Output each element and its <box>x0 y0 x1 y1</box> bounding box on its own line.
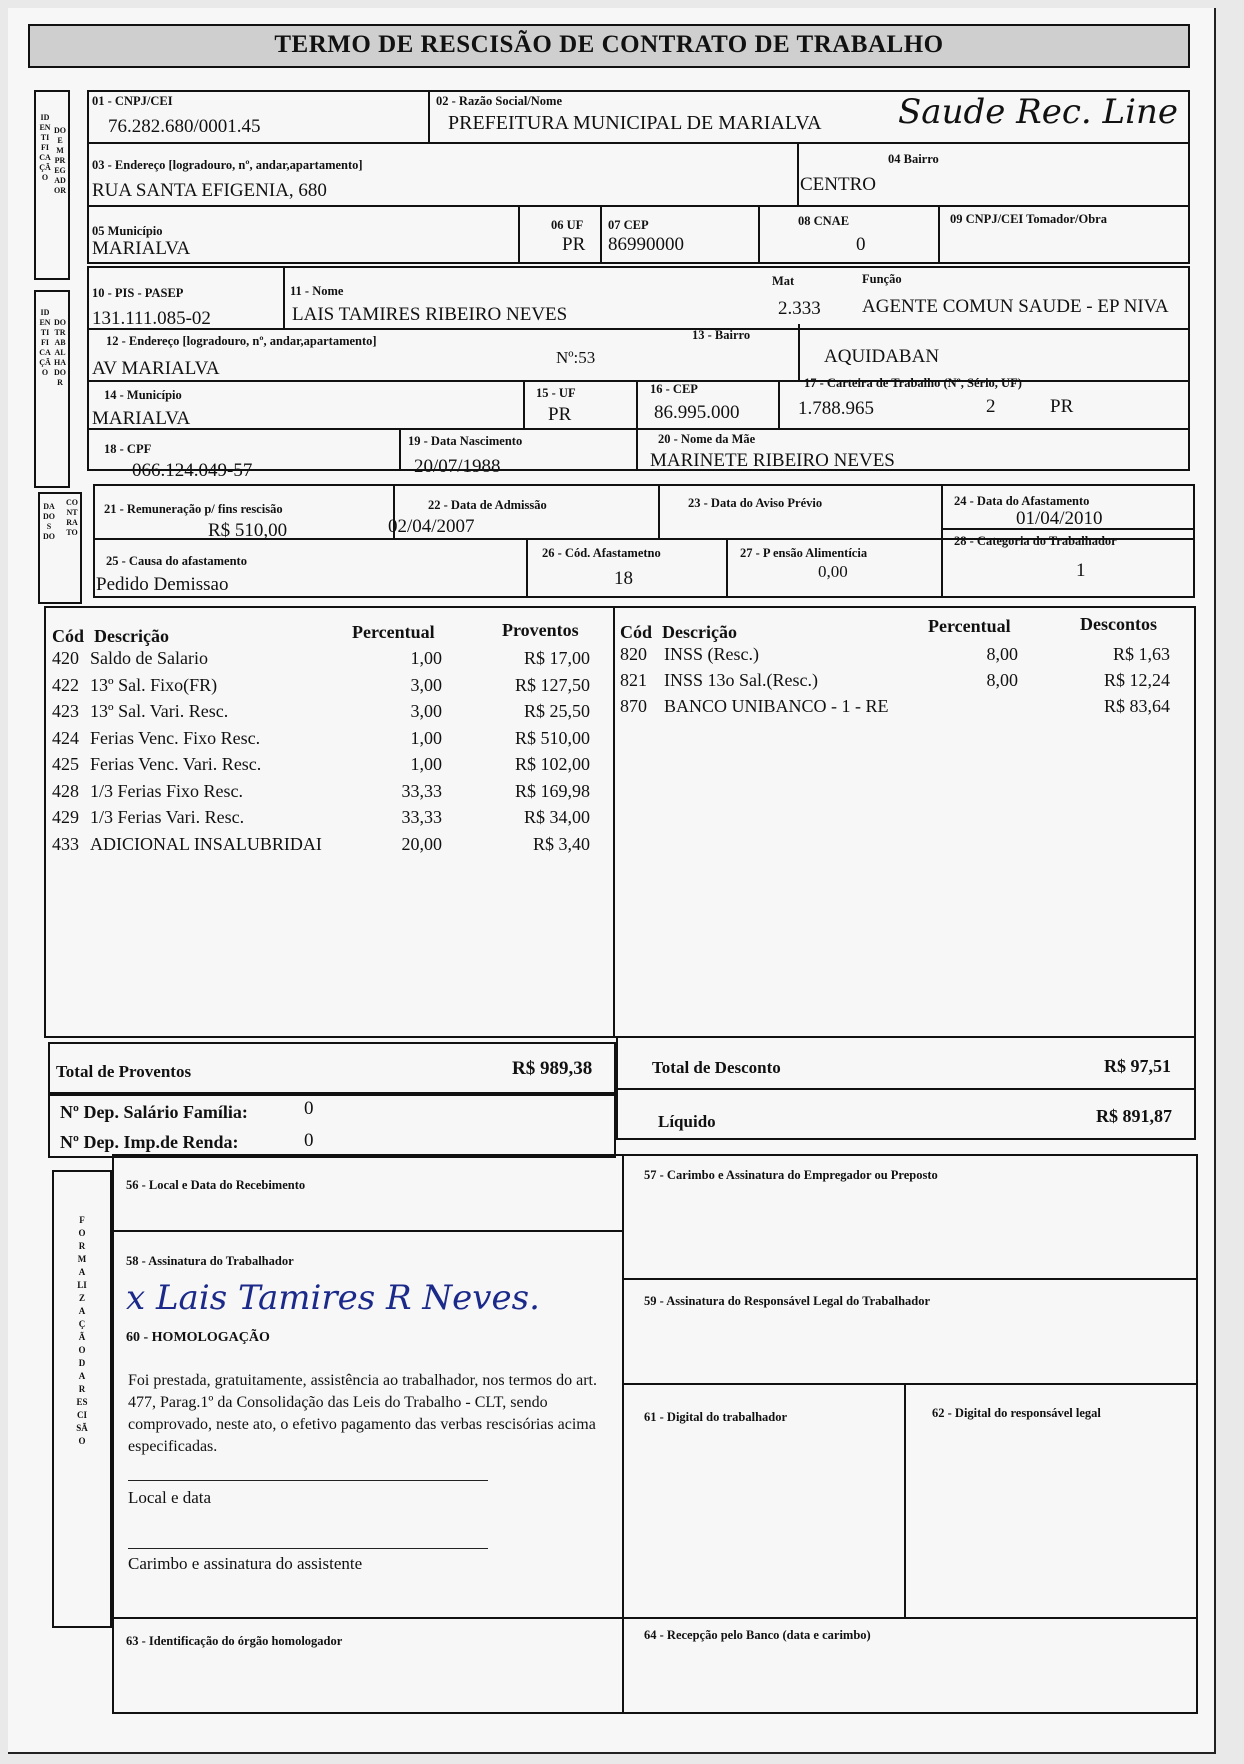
categoria-value: 1 <box>1076 560 1086 581</box>
worker-municipio-label: 14 - Município <box>104 388 182 402</box>
contract-side-label-2: CONTRATO <box>66 498 78 537</box>
cnpj-value: 76.282.680/0001.45 <box>108 116 261 137</box>
descontos-header-cod: Cód <box>620 622 653 642</box>
cep-value: 86990000 <box>608 234 684 255</box>
provento-row-pct: 33,33 <box>401 780 442 801</box>
worker-municipio-value: MARIALVA <box>92 408 191 429</box>
employer-side-label-1: IDENTIFICAÇÃO <box>39 113 51 182</box>
provento-row-valor: R$ 102,00 <box>514 754 590 774</box>
cnpj-label: 01 - CNPJ/CEI <box>92 94 173 108</box>
ctps-uf: PR <box>1050 396 1074 417</box>
provento-row-cod: 433 <box>52 833 79 854</box>
worker-uf-value: PR <box>548 404 572 425</box>
provento-row-pct: 33,33 <box>401 807 442 827</box>
descontos-header-pct: Percentual <box>928 616 1011 636</box>
dep-familia-value: 0 <box>304 1098 314 1119</box>
provento-row-valor: R$ 25,50 <box>523 701 590 721</box>
total-desconto-value: R$ 97,51 <box>1104 1056 1171 1076</box>
descontos-header-valor: Descontos <box>1080 614 1157 634</box>
nome-value: LAIS TAMIRES RIBEIRO NEVES <box>292 304 568 325</box>
f60-label: 60 - HOMOLOGAÇÃO <box>126 1330 270 1345</box>
desconto-row-cod: 870 <box>620 696 647 716</box>
causa-label: 25 - Causa do afastamento <box>106 554 247 568</box>
total-proventos-value: R$ 989,38 <box>512 1058 593 1079</box>
cnae-label: 08 CNAE <box>798 214 850 228</box>
municipio-value: MARIALVA <box>92 238 191 259</box>
desconto-row-valor: R$ 12,24 <box>1103 670 1170 690</box>
provento-row-pct: 1,00 <box>410 727 442 748</box>
provento-row-desc: 13º Sal. Vari. Resc. <box>90 701 229 721</box>
desconto-row-desc: INSS 13o Sal.(Resc.) <box>664 670 818 690</box>
endereco-label: 03 - Endereço [logradouro, nº, andar,apartamento] <box>92 158 363 172</box>
razao-label: 02 - Razão Social/Nome <box>436 94 563 108</box>
worker-endereco-value: AV MARIALVA <box>92 358 220 379</box>
dep-ir-value: 0 <box>304 1130 314 1151</box>
provento-row-cod: 422 <box>52 674 79 695</box>
provento-row-desc: 1/3 Ferias Vari. Resc. <box>90 807 245 827</box>
pis-label: 10 - PIS - PASEP <box>92 286 184 300</box>
local-data: Local e data <box>128 1488 212 1507</box>
provento-row-cod: 420 <box>52 648 79 668</box>
f62-label: 62 - Digital do responsável legal <box>932 1406 1101 1420</box>
provento-row-desc: Ferias Venc. Vari. Resc. <box>90 754 262 774</box>
desconto-row-pct: 8,00 <box>986 644 1018 664</box>
proventos-header-valor: Proventos <box>502 620 579 640</box>
aviso-label: 23 - Data do Aviso Prévio <box>688 496 823 510</box>
categoria-label: 28 - Categoria do Trabalhador <box>954 534 1117 548</box>
causa-value: Pedido Demissao <box>96 574 229 595</box>
worker-bairro-label: 13 - Bairro <box>692 328 751 342</box>
nascimento-label: 19 - Data Nascimento <box>408 434 523 448</box>
dep-familia-label: Nº Dep. Salário Família: <box>60 1102 248 1122</box>
bairro-label: 04 Bairro <box>888 152 939 166</box>
desconto-row-cod: 820 <box>620 644 647 664</box>
f59-label: 59 - Assinatura do Responsável Legal do Trabalhador <box>644 1294 931 1308</box>
provento-row-valor: R$ 3,40 <box>532 833 590 854</box>
provento-row-pct: 3,00 <box>410 701 442 721</box>
uf-label: 06 UF <box>551 218 584 232</box>
provento-row-pct: 1,00 <box>410 754 442 774</box>
cpf-label: 18 - CPF <box>104 442 152 456</box>
homologacao-text: Foi prestada, gratuitamente, assistência ao trabalhador, nos termos do art. 477, Parag.1º da Consolidação das Leis do Trabalho - CLT, sendo comprovado, neste ato, o efetivo pagamento das verbas rescisórias acima especificadas. <box>128 1372 597 1455</box>
proventos-header-cod: Cód <box>52 626 85 646</box>
uf-value: PR <box>562 234 586 255</box>
mat-value: 2.333 <box>778 298 821 319</box>
provento-row-pct: 20,00 <box>401 833 442 854</box>
nome-label: 11 - Nome <box>290 284 344 298</box>
remuneracao-value: R$ 510,00 <box>208 520 288 541</box>
cpf-value: 066.124.049-57 <box>132 460 253 481</box>
provento-row-valor: R$ 169,98 <box>514 780 590 801</box>
provento-row-cod: 425 <box>52 754 79 774</box>
ctps-serie: 2 <box>986 396 996 417</box>
pis-value: 131.111.085-02 <box>92 308 211 329</box>
handwritten-note: Saude Rec. Line <box>898 92 1179 132</box>
f64-label: 64 - Recepção pelo Banco (data e carimbo) <box>644 1628 871 1642</box>
ctps-label: 17 - Carteira de Trabalho (Nº, Sério, UF) <box>804 376 1022 390</box>
proventos-header-pct: Percentual <box>352 622 435 642</box>
pensao-value: 0,00 <box>818 562 848 581</box>
worker-bairro-value: AQUIDABAN <box>824 346 940 367</box>
provento-row-valor: R$ 34,00 <box>523 807 590 827</box>
f56-label: 56 - Local e Data do Recebimento <box>126 1178 306 1192</box>
document-title: TERMO DE RESCISÃO DE CONTRATO DE TRABALHO <box>274 31 944 58</box>
document-page <box>8 8 1216 1754</box>
carimbo-assistente: Carimbo e assinatura do assistente <box>128 1554 363 1573</box>
desconto-row-cod: 821 <box>620 670 647 690</box>
dep-ir-label: Nº Dep. Imp.de Renda: <box>60 1132 239 1152</box>
desconto-row-pct: 8,00 <box>986 670 1018 690</box>
cod-afast-value: 18 <box>614 568 633 589</box>
endereco-value: RUA SANTA EFIGENIA, 680 <box>92 180 327 201</box>
admissao-value: 02/04/2007 <box>388 516 475 537</box>
razao-value: PREFEITURA MUNICIPAL DE MARIALVA <box>448 112 822 134</box>
worker-signature: x Lais Tamires R Neves. <box>126 1278 540 1318</box>
provento-row-valor: R$ 127,50 <box>514 674 590 695</box>
nascimento-value: 20/07/1988 <box>414 456 501 477</box>
provento-row-valor: R$ 510,00 <box>514 727 590 748</box>
remuneracao-label: 21 - Remuneração p/ fins rescisão <box>104 502 283 516</box>
worker-endereco-label: 12 - Endereço [logradouro, nº, andar,apartamento] <box>106 334 377 348</box>
provento-row-desc: Saldo de Salario <box>90 648 208 668</box>
provento-row-desc: ADICIONAL INSALUBRIDAI <box>90 833 322 854</box>
provento-row-desc: 13º Sal. Fixo(FR) <box>90 674 218 695</box>
cnae-value: 0 <box>856 234 866 255</box>
desconto-row-valor: R$ 1,63 <box>1112 644 1170 664</box>
liquido-label: Líquido <box>658 1112 716 1131</box>
funcao-label: Função <box>862 272 902 286</box>
bairro-value: CENTRO <box>800 174 876 195</box>
mae-value: MARINETE RIBEIRO NEVES <box>650 450 895 471</box>
provento-row-pct: 3,00 <box>410 674 442 695</box>
cod-afast-label: 26 - Cód. Afastametno <box>542 546 661 560</box>
provento-row-cod: 428 <box>52 780 79 801</box>
afastamento-value: 01/04/2010 <box>1016 508 1103 529</box>
provento-row-desc: 1/3 Ferias Fixo Resc. <box>90 780 243 801</box>
worker-cep-label: 16 - CEP <box>650 382 698 396</box>
title-bar <box>28 24 1190 68</box>
f61-label: 61 - Digital do trabalhador <box>644 1410 788 1424</box>
tomador-label: 09 CNPJ/CEI Tomador/Obra <box>950 212 1107 226</box>
municipio-label: 05 Município <box>92 224 163 238</box>
descontos-header-desc: Descrição <box>662 622 737 642</box>
total-proventos-label: Total de Proventos <box>56 1062 192 1081</box>
funcao-value: AGENTE COMUN SAUDE - EP NIVA <box>862 296 1169 317</box>
worker-side-label-1: IDENTIFICAÇÃO <box>39 308 51 377</box>
provento-row-valor: R$ 17,00 <box>523 648 590 668</box>
cep-label: 07 CEP <box>608 218 649 232</box>
worker-cep-value: 86.995.000 <box>654 402 740 423</box>
worker-uf-label: 15 - UF <box>536 386 576 400</box>
pensao-label: 27 - P ensão Alimentícia <box>740 546 868 560</box>
provento-row-cod: 429 <box>52 807 79 827</box>
desconto-row-desc: INSS (Resc.) <box>664 644 759 664</box>
provento-row-cod: 424 <box>52 727 79 748</box>
formalization-side-label: FORMALIZAÇÃO DA RESCISÃO <box>76 1215 88 1446</box>
total-desconto-label: Total de Desconto <box>652 1058 781 1077</box>
desconto-row-valor: R$ 83,64 <box>1103 696 1170 716</box>
proventos-header-desc: Descrição <box>94 626 169 646</box>
f57-label: 57 - Carimbo e Assinatura do Empregador ou Preposto <box>644 1168 938 1182</box>
worker-numero-value: Nº:53 <box>556 348 596 367</box>
worker-side-label-2: DO TRABALHADOR <box>54 318 66 387</box>
contract-side-label-1: DADOS DO <box>43 502 55 541</box>
afastamento-label: 24 - Data do Afastamento <box>954 494 1090 508</box>
provento-row-desc: Ferias Venc. Fixo Resc. <box>90 727 261 748</box>
admissao-label: 22 - Data de Admissão <box>428 498 547 512</box>
mae-label: 20 - Nome da Mãe <box>658 432 756 446</box>
f63-label: 63 - Identificação do órgão homologador <box>126 1634 343 1648</box>
employer-side-label-2: DO EMPREGADOR <box>54 126 66 195</box>
provento-row-pct: 1,00 <box>410 648 442 668</box>
f58-label: 58 - Assinatura do Trabalhador <box>126 1254 294 1268</box>
mat-label: Mat <box>772 274 795 288</box>
desconto-row-desc: BANCO UNIBANCO - 1 - RE <box>664 696 889 716</box>
provento-row-cod: 423 <box>52 701 79 721</box>
liquido-value: R$ 891,87 <box>1096 1106 1172 1126</box>
ctps-numero: 1.788.965 <box>798 398 874 419</box>
